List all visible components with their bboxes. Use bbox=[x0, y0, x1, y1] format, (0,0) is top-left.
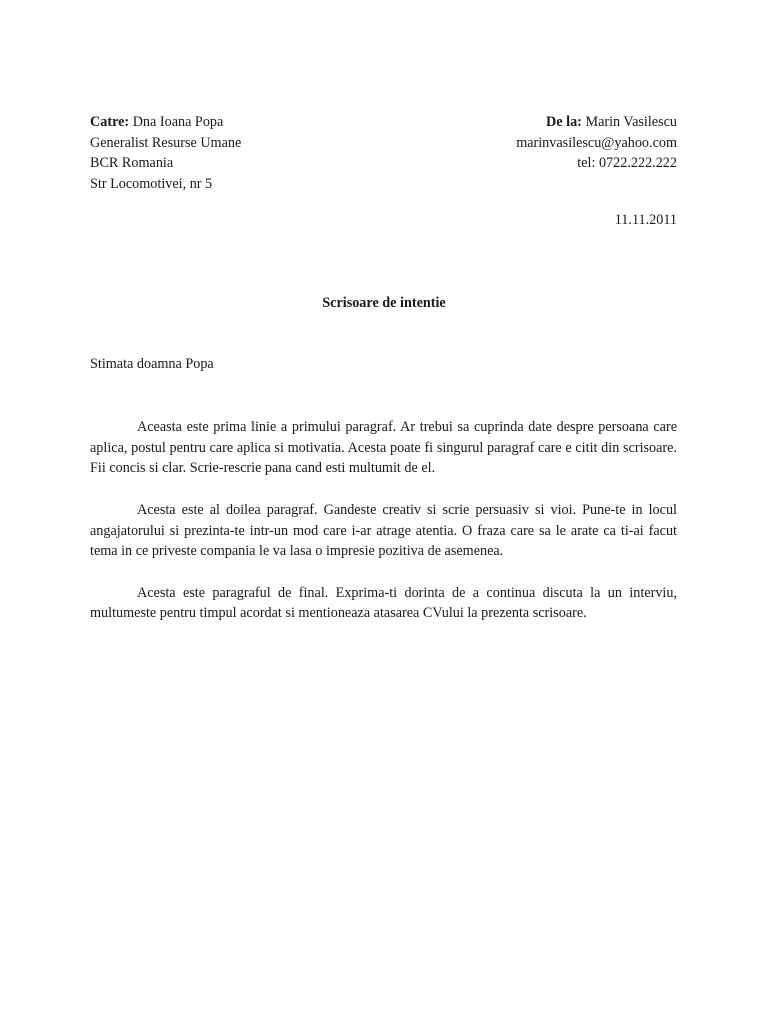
recipient-label: Catre: bbox=[90, 114, 130, 130]
salutation: Stimata doamna Popa bbox=[90, 356, 214, 372]
sender-phone: tel: 0722.222.222 bbox=[577, 155, 677, 172]
recipient-company: BCR Romania bbox=[90, 155, 174, 172]
paragraph-1: Aceasta este prima linie a primului paragraf. Ar trebui sa cuprinda date despre persoana care aplica, postul pentru care aplica si motivatia. Acesta poate fi singurul paragraf care e citit din scrisoare. Fii concis si clar. Scrie-rescrie pana cand esti multumit de el. bbox=[90, 419, 677, 477]
letter-date: 11.11.2011 bbox=[614, 212, 677, 228]
recipient-name-line bbox=[90, 112, 241, 133]
paragraph-3: Acesta este paragraful de final. Exprima-ti dorinta de a continua discuta la un interviu, multumeste pentru timpul acordat si mentioneaza atasarea CVului la prezenta scrisoare. bbox=[90, 584, 677, 622]
recipient-address: Str Locomotivei, nr 5 bbox=[90, 176, 213, 193]
recipient-block bbox=[90, 112, 241, 195]
letter-title: Scrisoare de intentie bbox=[322, 295, 446, 311]
sender-block bbox=[516, 112, 677, 174]
paragraph-2: Acesta este al doilea paragraf. Gandeste creativ si scrie persuasiv si vioi. Pune-te in locul angajatorului si prezinta-te intr-un mod care i-ar atrage atentia. O fraza care sa le arate ca ti-ai facut tema in ce priveste compania le va lasa o impresie pozitiva de asemenea. bbox=[90, 501, 677, 560]
recipient-position: Generalist Resurse Umane bbox=[90, 134, 242, 151]
sender-name-line bbox=[516, 112, 677, 133]
sender-email: marinvasilescu@yahoo.com bbox=[516, 134, 677, 151]
sender-label: De la: bbox=[546, 114, 582, 130]
letter-body bbox=[90, 417, 677, 645]
sender-name: Marin Vasilescu bbox=[581, 114, 677, 130]
recipient-name: Dna Ioana Popa bbox=[129, 114, 224, 130]
